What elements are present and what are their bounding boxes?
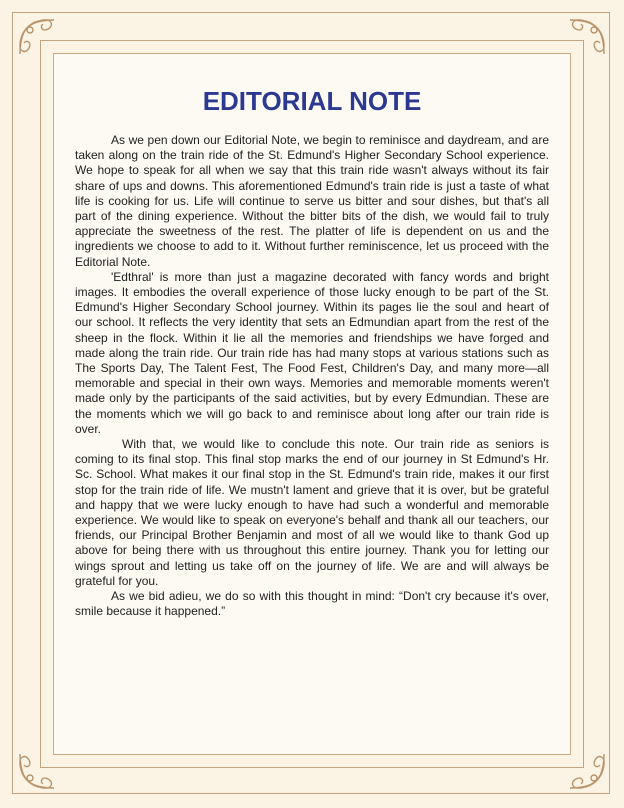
corner-ornament-icon — [14, 750, 58, 794]
corner-ornament-icon — [566, 14, 610, 58]
corner-ornament-icon — [566, 750, 610, 794]
paragraph: With that, we would like to conclude this note. Our train ride as seniors is coming to its final stop. This final stop marks the end of our journey in St Edmund's Hr. Sc. School. What makes it our final stop in the St. Edmund's train ride, makes it our first stop for the train ride of life. We mustn't lament and grieve that it is over, but be grateful and happy that we were lucky enough to have had such a wonderful and memorable experience. We would like to speak on everyone's behalf and thank all our teachers, our friends, our Principal Brother Benjamin and most of all we would like to thank God up above for being there with us throughout this entire journey. Thank you for letting our wings sprout and letting us take off on the journey of life. We are and will always be grateful for you. — [75, 437, 549, 588]
page-title: EDITORIAL NOTE — [202, 86, 422, 116]
editorial-body — [75, 133, 549, 620]
paragraph: As we pen down our Editorial Note, we begin to reminisce and daydream, and are taken along on the train ride of the St. Edmund's Higher Secondary School experience. We hope to speak for all when we say that this train ride wasn't always without its fair share of ups and downs. This aforementioned Edmund's train ride is just a taste of what life is cooking for us. Life will continue to serve us bitter and sour dishes, but that's all part of the dining experience. Without the bitter bits of the dish, we would fail to truly appreciate the sweetness of the rest. The platter of life is dependent on us and the ingredients we choose to add to it. Without further reminiscence, let us proceed with the Editorial Note. — [75, 133, 549, 269]
corner-ornament-icon — [14, 14, 58, 58]
paragraph: As we bid adieu, we do so with this thought in mind: “Don't cry because it's over, smile because it happened.” — [75, 589, 549, 619]
paragraph: 'Edthral' is more than just a magazine decorated with fancy words and bright images. It embodies the overall experience of those lucky enough to be part of the St. Edmund's Higher Secondary School journey. Within its pages lie the soul and heart of our school. It reflects the very identity that sets an Edmundian apart from the rest of the sheep in the flock. Within it lie all the memories and friendships we have forged and made along the train ride. Our train ride has had many stops at various stations such as The Sports Day, The Talent Fest, The Food Fest, Children's Day, and many more—all memorable and special in their own ways. Memories and memorable moments weren't made only by the participants of the said activities, but by every Edmundian. These are the moments which we will go back to and reminisce about long after our train ride is over. — [75, 269, 549, 436]
